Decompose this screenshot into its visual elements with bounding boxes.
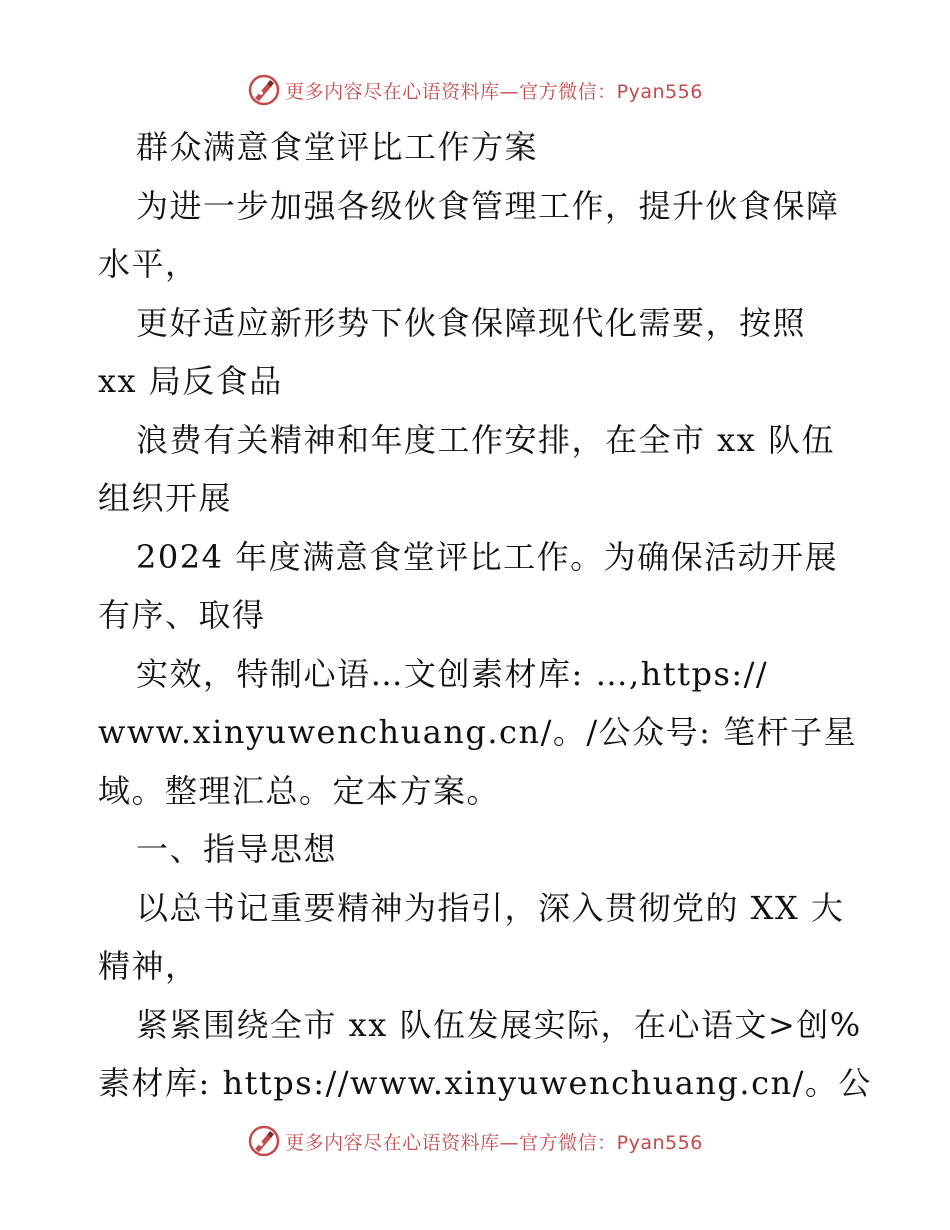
paragraph-line: 实效，特制心语…文创素材库: …,https:// — [136, 654, 769, 693]
pen-logo-icon — [247, 73, 281, 107]
paragraph-line: 组织开展 — [98, 479, 233, 517]
paragraph-line: 域。整理汇总。定本方案。 — [98, 771, 501, 810]
paragraph-line: 水平， — [98, 245, 199, 283]
paragraph-line: 浪费有关精神和年度工作安排，在全市 xx 队伍 — [136, 420, 835, 459]
paragraph-line: 2024 年度满意食堂评比工作。为确保活动开展 — [136, 537, 839, 576]
watermark-text: 更多内容尽在心语资料库—官方微信：Pyan556 — [285, 1131, 703, 1154]
paragraph-line: www.xinyuwenchuang.cn/。/公众号: 笔杆子星 — [98, 713, 858, 751]
paragraph-line: xx 局反食品 — [98, 362, 283, 400]
pen-logo-icon — [247, 1124, 281, 1158]
section-heading: 一、指导思想 — [136, 830, 338, 868]
paragraph-line: 以总书记重要精神为指引，深入贯彻党的 XX 大 — [136, 888, 845, 927]
paragraph-line: 精神， — [98, 947, 199, 985]
paragraph-line: 为进一步加强各级伙食管理工作，提升伙食保障 — [136, 186, 840, 225]
header-watermark — [0, 70, 950, 110]
footer-watermark — [0, 1121, 950, 1161]
paragraph-line: 紧紧围绕全市 xx 队伍发展实际，在心语文>创% — [136, 1005, 862, 1044]
paragraph-line: 素材库: https://www.xinyuwenchuang.cn/。公 — [98, 1064, 872, 1102]
paragraph-line: 有序、取得 — [98, 596, 266, 634]
document-title: 群众满意食堂评比工作方案 — [136, 128, 539, 166]
watermark-text: 更多内容尽在心语资料库—官方微信：Pyan556 — [285, 80, 703, 103]
paragraph-line: 更好适应新形势下伙食保障现代化需要，按照 — [136, 303, 807, 342]
document-body — [98, 118, 872, 1113]
